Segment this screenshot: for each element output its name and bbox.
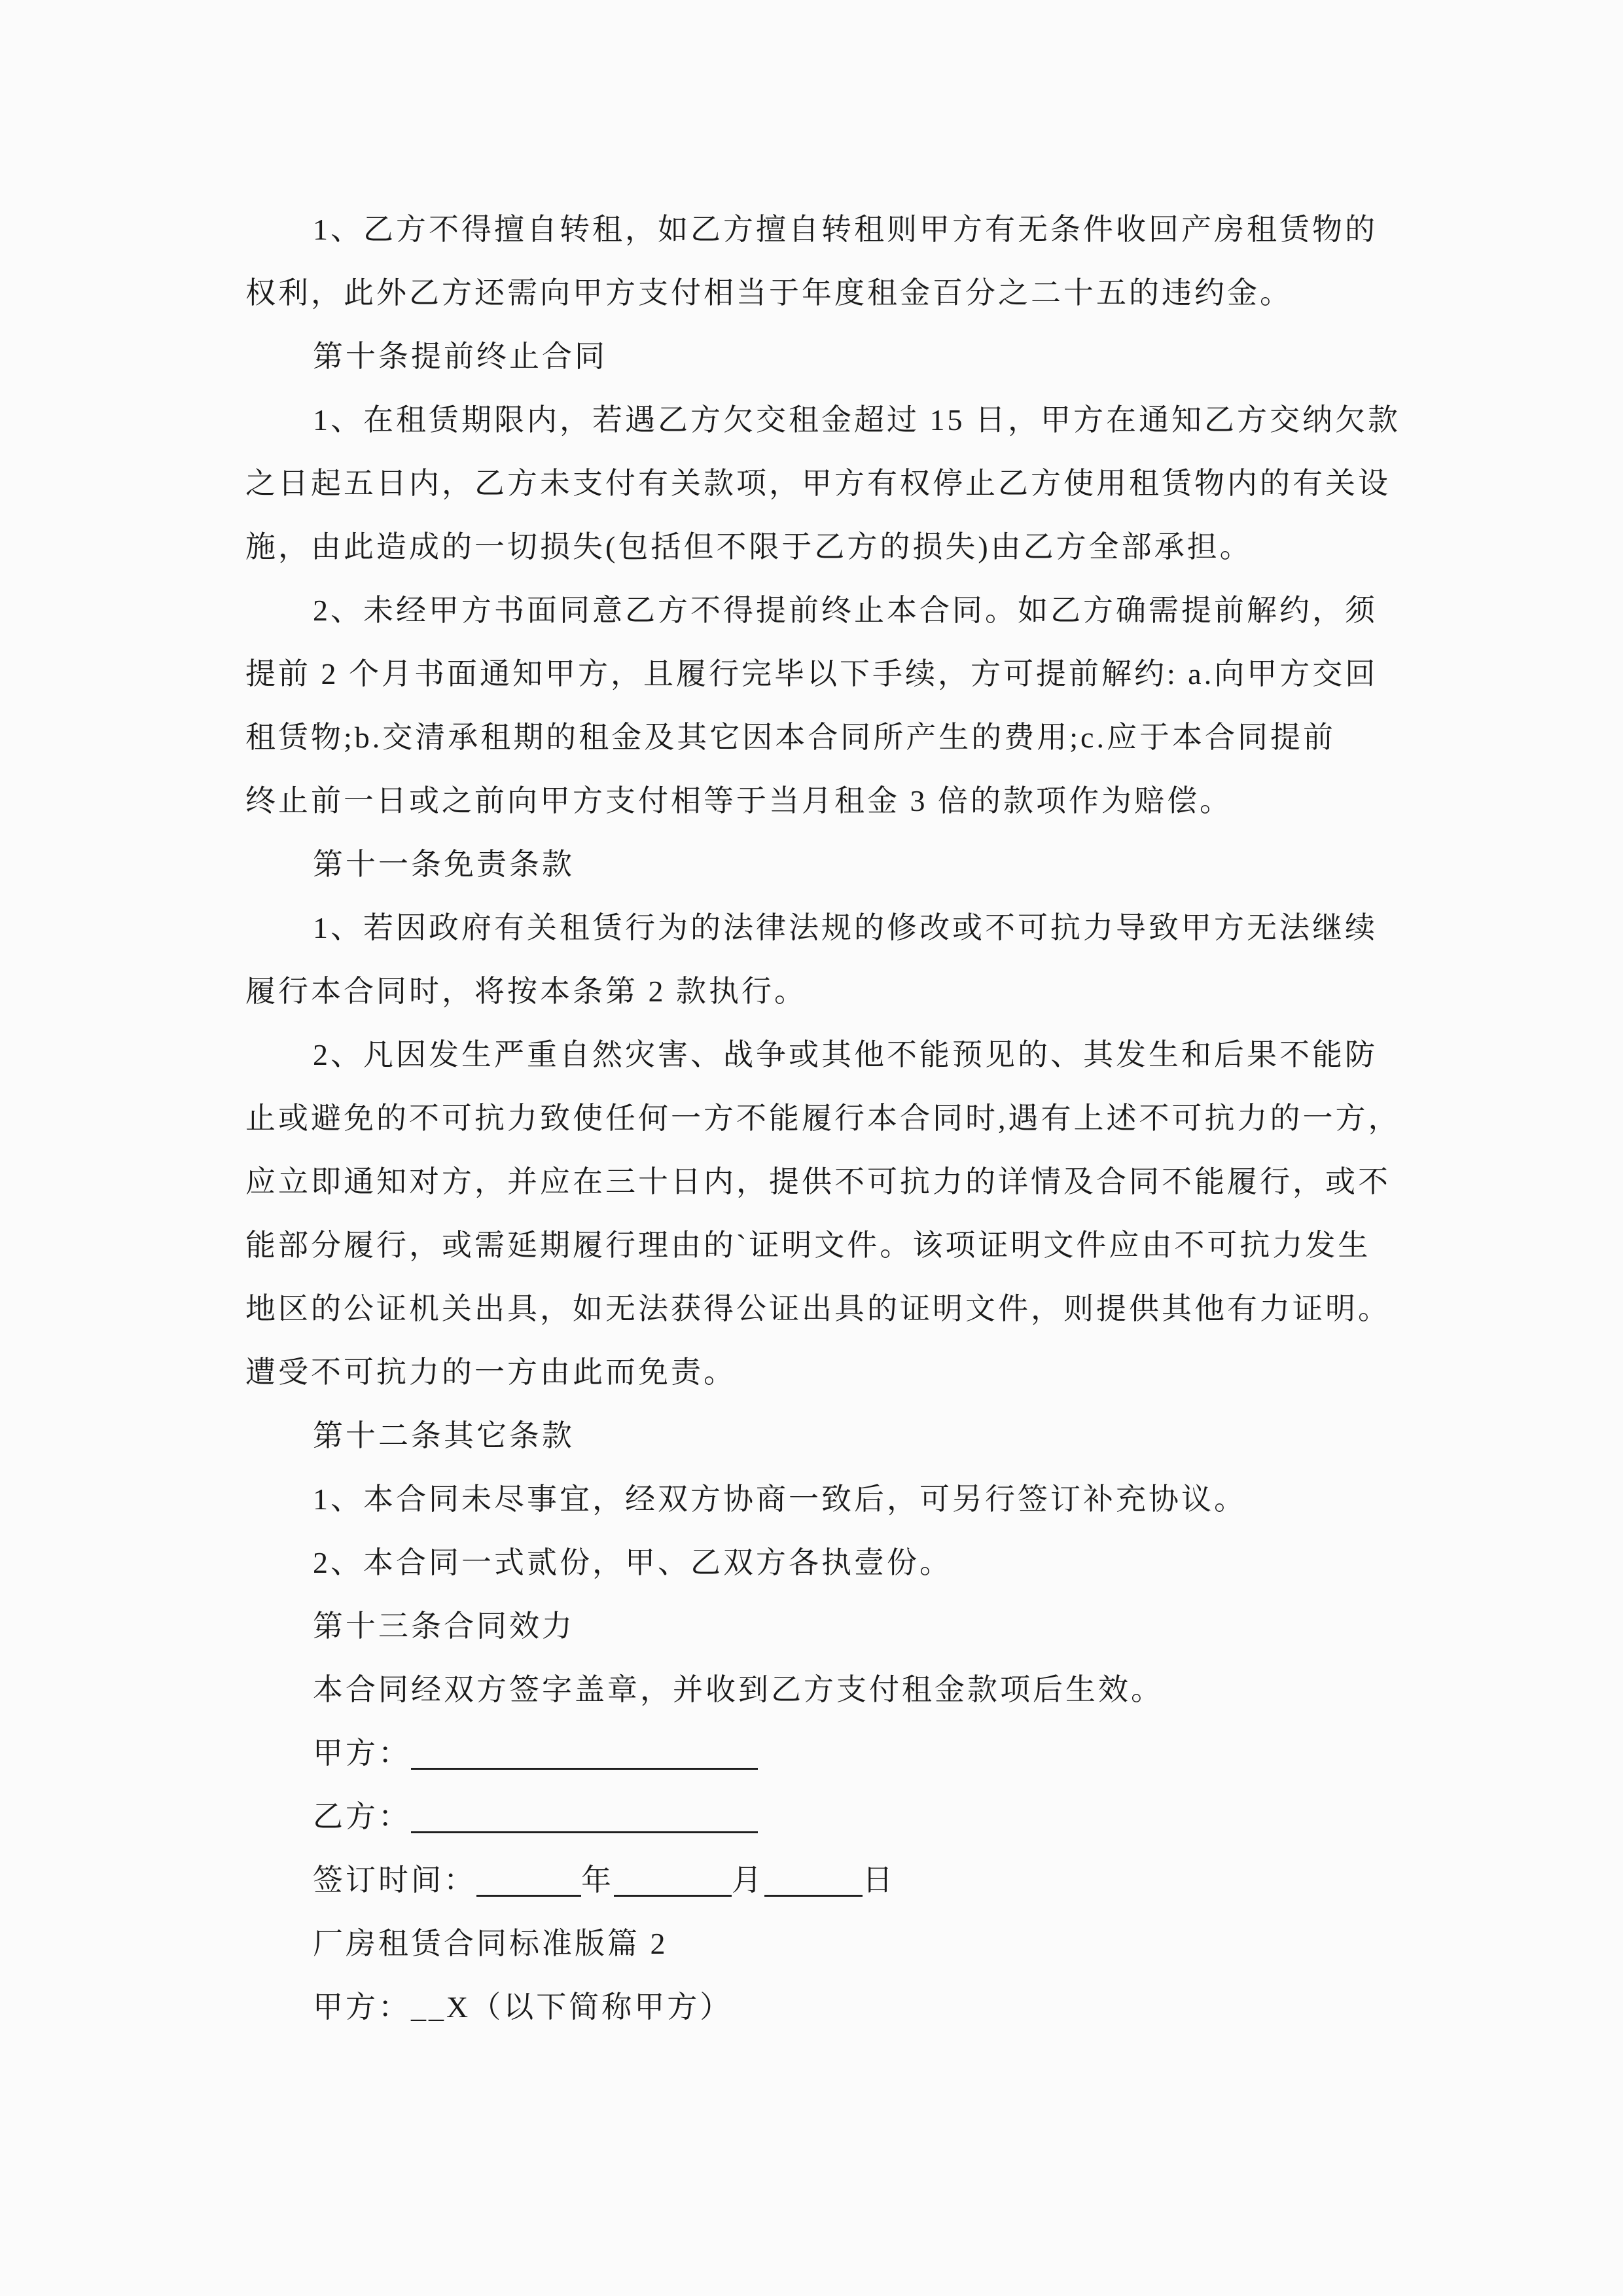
blank-underline	[411, 1768, 758, 1770]
clause-line	[245, 579, 1417, 642]
clause-line	[245, 261, 1417, 325]
text-segment: 2、本合同一式贰份，甲、乙双方各执壹份。	[313, 1546, 952, 1579]
article-heading	[245, 1594, 1417, 1658]
contract-text	[245, 198, 1417, 2039]
text-segment: 1、在租赁期限内，若遇乙方欠交租金超过 15 日，甲方在通知乙方交纳欠款	[313, 403, 1400, 437]
text-segment: 1、若因政府有关租赁行为的法律法规的修改或不可抗力导致甲方无法继续	[313, 911, 1378, 944]
text-segment: 1、乙方不得擅自转租，如乙方擅自转租则甲方有无条件收回产房租赁物的	[313, 213, 1378, 246]
section-heading	[245, 1912, 1417, 1975]
clause-line	[245, 769, 1417, 833]
clause-line	[245, 642, 1417, 706]
party-a-signature-line	[245, 1721, 1417, 1785]
clause-line	[245, 1340, 1417, 1404]
clause-line	[245, 1150, 1417, 1213]
text-segment: 履行本合同时，将按本条第 2 款执行。	[245, 975, 807, 1008]
party-a-intro-line	[245, 1975, 1417, 2039]
clause-line	[245, 1531, 1417, 1594]
text-segment: 月	[732, 1863, 764, 1897]
text-segment: 本合同经双方签字盖章，并收到乙方支付租金款项后生效。	[313, 1673, 1164, 1706]
clause-line	[245, 1467, 1417, 1531]
text-segment: 日	[863, 1863, 895, 1897]
text-segment: 终止前一日或之前向甲方支付相等于当月租金 3 倍的款项作为赔偿。	[245, 784, 1232, 817]
text-segment: 第十一条免责条款	[313, 848, 575, 881]
text-segment: 遭受不可抗力的一方由此而免责。	[245, 1355, 736, 1389]
party-b-signature-line	[245, 1785, 1417, 1848]
clause-line	[245, 388, 1417, 452]
clause-line	[245, 515, 1417, 579]
clause-line	[245, 1658, 1417, 1721]
clause-line	[245, 1213, 1417, 1277]
text-segment: 乙方：	[313, 1800, 411, 1833]
article-heading	[245, 325, 1417, 388]
article-heading	[245, 833, 1417, 896]
text-segment: 甲方：	[313, 1736, 411, 1770]
clause-line	[245, 896, 1417, 960]
text-segment: 权利，此外乙方还需向甲方支付相当于年度租金百分之二十五的违约金。	[245, 276, 1293, 310]
blank-underline	[411, 1831, 758, 1833]
text-segment: 第十二条其它条款	[313, 1419, 575, 1452]
sign-date-line	[245, 1848, 1417, 1912]
text-segment: 年	[581, 1863, 614, 1897]
clause-line	[245, 198, 1417, 261]
text-segment: 租赁物;b.交清承租期的租金及其它因本合同所产生的费用;c.应于本合同提前	[245, 721, 1336, 754]
clause-line	[245, 1086, 1417, 1150]
text-segment: 1、本合同未尽事宜，经双方协商一致后，可另行签订补充协议。	[313, 1482, 1247, 1516]
clause-line	[245, 452, 1417, 515]
text-segment: 厂房租赁合同标准版篇 2	[313, 1927, 668, 1960]
text-segment: 施，由此造成的一切损失(包括但不限于乙方的损失)由乙方全部承担。	[245, 530, 1253, 564]
blank-underline	[614, 1895, 732, 1897]
blank-underline	[476, 1895, 581, 1897]
text-segment: 能部分履行，或需延期履行理由的`证明文件。该项证明文件应由不可抗力发生	[245, 1229, 1371, 1262]
blank-underline	[764, 1895, 863, 1897]
text-segment: 2、未经甲方书面同意乙方不得提前终止本合同。如乙方确需提前解约，须	[313, 594, 1378, 627]
text-segment: 第十三条合同效力	[313, 1609, 575, 1643]
text-segment: 应立即通知对方，并应在三十日内，提供不可抗力的详情及合同不能履行，或不	[245, 1165, 1391, 1198]
clause-line	[245, 706, 1417, 769]
text-segment: 止或避免的不可抗力致使任何一方不能履行本合同时,遇有上述不可抗力的一方，	[245, 1102, 1401, 1135]
text-segment: 签订时间：	[313, 1863, 476, 1897]
article-heading	[245, 1404, 1417, 1467]
text-segment: 提前 2 个月书面通知甲方，且履行完毕以下手续，方可提前解约: a.向甲方交回	[245, 657, 1378, 691]
text-segment: 地区的公证机关出具，如无法获得公证出具的证明文件，则提供其他有力证明。	[245, 1292, 1391, 1325]
clause-line	[245, 1023, 1417, 1086]
text-segment: 之日起五日内，乙方未支付有关款项，甲方有权停止乙方使用租赁物内的有关设	[245, 467, 1391, 500]
text-segment: 甲方：__X（以下简称甲方）	[313, 1990, 733, 2024]
text-segment: 2、凡因发生严重自然灾害、战争或其他不能预见的、其发生和后果不能防	[313, 1038, 1378, 1071]
clause-line	[245, 960, 1417, 1023]
clause-line	[245, 1277, 1417, 1340]
text-segment: 第十条提前终止合同	[313, 340, 607, 373]
